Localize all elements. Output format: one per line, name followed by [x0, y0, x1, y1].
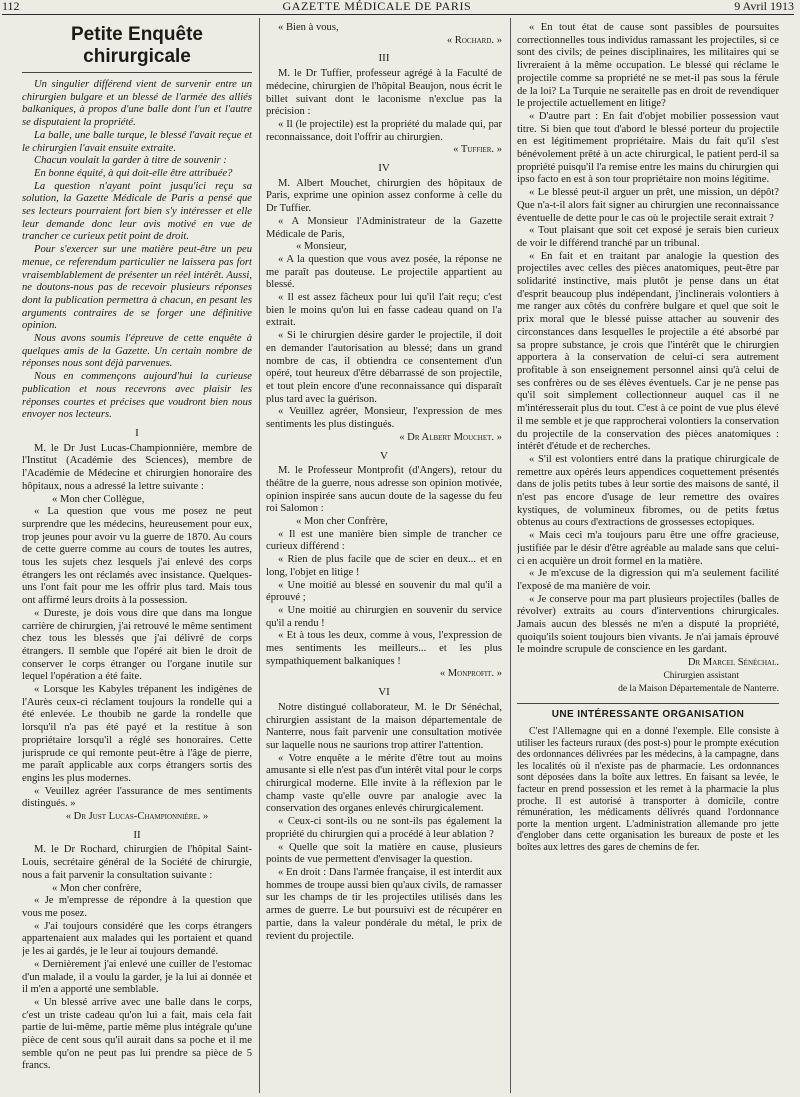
letter-paragraph: « A la question que vous avez posée, la réponse ne me paraît pas douteuse. Le projectile appartient au blessé. — [266, 253, 502, 291]
letter-paragraph: « J'ai toujours considéré que les corps étrangers appartenaient aux malades qui les portaient et quand je les ai gardés, je le leur ai toujours demandé. — [22, 920, 252, 958]
section-intro: M. le Dr Just Lucas-Championnière, membre de l'Institut (Académie des Sciences), membre de l'Académie de Médecine et chirurgien honoraire des hôpitaux, nous a adressé la lettre suivante : — [22, 442, 252, 492]
article-title: Petite Enquête chirurgicale — [22, 24, 252, 73]
intro-paragraph: Pour s'exercer sur une matière peut-être un peu menue, ce referendum particulier ne laissera pas fort vraisemblablement de présenter un réel intérêt. Aussi, ne doutons-nous pas de recevoir plusieurs réponses dont la publication permettra à chacun, en pesant les arguments contraires de se forger une définitive opinion. — [22, 244, 252, 332]
section-number: IV — [378, 162, 390, 175]
letter-paragraph: « Il est assez fâcheux pour lui qu'il l'ait reçu; c'est bien le moins qu'on lui en fasse cadeau quand on l'a extrait. — [266, 292, 502, 329]
author-affiliation: de la Maison Départementale de Nanterre. — [618, 683, 779, 694]
page-header — [2, 0, 794, 14]
intro-paragraph: Un singulier différend vient de survenir entre un chirurgien bulgare et un blessé de l'armée des alliés balkaniques, à propos d'une balle dont l'un et l'autre se disputaient la propriété. — [22, 79, 252, 129]
letter-paragraph: « Mais ceci m'a toujours paru être une offre gracieuse, justifiée par le désir d'être agréable au malade sans que celui-ci en acquière un droit formel en la matière. — [517, 530, 779, 567]
page-number: 112 — [2, 0, 20, 13]
section-number: III — [378, 52, 390, 65]
letter-paragraph: « Quelle que soit la matière en cause, plusieurs points de vue permettent d'envisager la question. — [266, 841, 502, 866]
letter-address: « A Monsieur l'Administrateur de la Gazette Médicale de Paris, — [266, 215, 502, 240]
author-role: Chirurgien assistant — [663, 670, 739, 681]
article-intro — [22, 79, 252, 422]
letter-paragraph: « La question que vous me posez ne peut surprendre que les médecins, heureusement pour eux, trop jeunes pour avoir vu la guerre de 1870. Au cours de cette guerre comme au cours de toutes les autres, tous les sujets chez lesquels j'ai enlevé des corps étrangers les ont réclamés avec insistance. Quelques-uns l'ont fait pour me les offrir plus tard. Mais tous ont affirmé leurs droits à la possession. — [22, 506, 252, 607]
letter-signature: « Rochard. » — [446, 34, 502, 46]
letter-greeting: « Monsieur, — [296, 241, 347, 253]
letter-paragraph: « Une moitié au blessé en souvenir du mal qu'il a éprouvé ; — [266, 579, 502, 604]
letter-paragraph: « Un blessé arrive avec une balle dans le corps, c'est un triste cadeau qu'on lui a fait, mais cela fait partie de lui-même, partie même plus intégrale qu'une pièce de cent sous qu'il aurait dans sa poche et il me semble qu'on ne peut pas lui prendre sa pièce de 5 francs. — [22, 996, 252, 1072]
organisation-text: C'est l'Allemagne qui en a donné l'exemple. Elle consiste à utiliser les facteurs ruraux (des post-s) pour le prompte exécution des ordonnances délivrées par les médecins, à la campagne, dans les localités où il n'existe pas de pharmacie. Les ordonnances sont déposées dans la boîte aux lettres. En faisant sa levée, le facteur en prend possession et les remet à la pharmacie la plus proche. Il est autorisé à transporter à domicile, contre rémunération, les médicaments délivrés quand l'ordonnance porte la mention urgent. L'administration allemande pro jette d'englober dans cette organisation les bureaux de poste et les boîtes aux lettres des gares de chemins de fer. — [517, 725, 779, 853]
section-intro: M. le Dr Tuffier, professeur agrégé à la Faculté de médecine, chirurgien de l'hôpital Beaujon, nous écrit le billet suivant dont le laconisme n'exclue pas la précision : — [266, 68, 502, 118]
intro-paragraph: La question n'ayant point jusqu'ici reçu sa solution, la Gazette Médicale de Paris a pensé que ses lecteurs pourraient fort bien s'y intéresser et elle leur demande donc leur avis motivé en vue de trancher ce curieux petit point de droit. — [22, 180, 252, 243]
intro-paragraph: Chacun voulait la garder à titre de souvenir : — [34, 155, 227, 167]
letter-paragraph: « S'il est volontiers entré dans la pratique chirurgicale de remettre aux opérés leurs appendices coquettement présentés dans de jolis petits tubes à leur sortie des maisons de santé, il n'est pas encore d'usage de leur remettre des ovaires kystiques, de volumineux fibromes, ou de petits fœtus obtenus au cours d'extractions de grossesses ectopiques. — [517, 453, 779, 529]
journal-title: GAZETTE MÉDICALE DE PARIS — [282, 0, 472, 13]
letter-paragraph: « En fait et en traitant par analogie la question des projectiles avec celles des pièces anatomiques, peut-être par solidarité instinctive, mais plutôt je pense dans un état d'esprit beaucoup plus indépendant, j'inclinerais volontiers à me ranger aux côtés du confrère bulgare et quel que soit le prix moral que le blessé puisse attacher au souvenir des circonstances dans lesquelles le projectile a été absorbé par sa propre substance, je crois que l'intérêt que le chirurgien apportera à la conservation de celui-ci sera autrement profitable à son enseignement personnel ainsi qu'à celui de ses confrères ou de ses élèves éventuels. Car je ne pense pas qu'il soit simplement collectionneur auquel cas il ne m'intéresserait plus du tout. C'est à ce point de vue plus élevé il me semble et je que rapprocherai volontiers la conservation du projectile de la conservation des pièces anatomiques : intérêt d'étude et de recherches. — [517, 250, 779, 453]
intro-paragraph: La balle, une balle turque, le blessé l'avait reçue et le chirurgien l'avait ensuite extraite. — [22, 129, 252, 154]
column-2 — [266, 22, 502, 1093]
section-intro: M. le Professeur Montprofit (d'Angers), retour du théâtre de la guerre, nous adresse son opinion motivée, opinion inspirée sans aucun doute de la sagesse du feu roi Salomon : — [266, 465, 502, 515]
letter-paragraph: « Une moitié au chirurgien en souvenir du service qu'il a rendu ! — [266, 604, 502, 629]
letter-signature: « Tuffier. » — [453, 144, 502, 156]
letter-paragraph: « Je m'excuse de la digression qui m'a seulement facilité l'exposé de ma manière de voir. — [517, 568, 779, 592]
column-divider — [259, 18, 260, 1093]
section-number: I — [135, 426, 139, 439]
intro-paragraph: En bonne équité, à qui doit-elle être attribuée? — [34, 167, 233, 179]
issue-date: 9 Avril 1913 — [734, 0, 794, 13]
section-number: II — [133, 828, 141, 841]
letter-paragraph: « En tout état de cause sont passibles de poursuites correctionnelles tous individus ramassant les projectiles, si ce sont des civils; de peines disciplinaires, les militaires qui se livreraient à la même occupation. Le blessé qui réclame le projectile comme sa propriété ne se met-il pas sous la férule de la loi? La Turquie ne seraitelle pas en droit de revendiquer le projectile actuellement en litige? — [517, 22, 779, 110]
letter-paragraph: « En droit : Dans l'armée française, il est interdit aux hommes de troupe aussi bien qu'aux civils, de ramasser sur les champs de tir les projectiles utilisés dans les armes de guerre. Le but poursuivi est de récupérer en partie, dans la valeur pondérale du métal, le prix de revient du projectile. — [266, 867, 502, 942]
letter-signature: « Dr Just Lucas-Championnière. » — [65, 811, 209, 823]
letter-paragraph: « Lorsque les Kabyles trépanent les indigènes de l'Aurès ceux-ci réclament toujours la rondelle qui a été enlevée. Le thoubib ne garde la rondelle que lorsqu'il n'a pas été payé et la restitue à son propriétaire lorsqu'il a réglé ses honoraires. Cette jurisprude ce qui remonte peut-être à l'âge de pierre, me paraît applicable aux corps étrangers sortis des engins les plus modernes. — [22, 684, 252, 784]
letter-paragraph: « Bien à vous, — [278, 22, 339, 33]
author-signature: Dr Marcel Sénéchal. — [687, 657, 779, 669]
letter-paragraph: « Veuillez agréer, Monsieur, l'expression de mes sentiments les plus distingués. — [266, 406, 502, 431]
column-1 — [22, 22, 252, 1093]
section-number: V — [380, 449, 388, 462]
letter-paragraph: « Rien de plus facile que de scier en deux... et en long, l'objet en litige ! — [266, 554, 502, 578]
letter-paragraph: « Veuillez agréer l'assurance de mes sentiments distingués. » — [22, 785, 252, 810]
letter-paragraph: « D'autre part : En fait d'objet mobilier possession vaut titre. Si bien que tout d'abord le blessé porteur du projectile en est légitimement propriétaire. Mais du fait qu'il s'est bénévolement prêté à un acte chirurgical, le patient perd-il sa propriété puisqu'il l'a remise entre les mains du chirurgien qui ipso facto en est à son tour propriétaire non moins légitime. — [517, 110, 779, 186]
letter-greeting: « Mon cher Confrère, — [296, 516, 388, 528]
letter-greeting: « Mon cher confrère, — [52, 882, 142, 894]
letter-paragraph: « Il est une manière bien simple de trancher ce curieux différend : — [266, 528, 502, 553]
letter-paragraph: « Je conserve pour ma part plusieurs projectiles (balles de révolver) extraits au cours d'interventions chirurgicales. Jamais aucun des blessés ne m'en a disputé la propriété, quoiqu'ils soient toujours bien vivants. Je n'ai jamais éprouvé le moindre scrupule de conscience en les gardant. — [517, 593, 779, 656]
column-3 — [517, 22, 779, 1093]
letter-signature: « Dr Albert Mouchet. » — [399, 431, 502, 443]
letter-signature: « Monprofit. » — [439, 668, 502, 680]
letter-paragraph: « Ceux-ci sont-ils ou ne sont-ils pas également la propriété du chirurgien qui a procédé à leur ablation ? — [266, 816, 502, 840]
letter-paragraph: « Dernièrement j'ai enlevé une cuiller de l'estomac d'un malade, il a voulu la garder, je la lui ai donnée et il m'en a apporté une semblable. — [22, 958, 252, 996]
intro-paragraph: Nous en commençons aujourd'hui la curieuse publication et nous recevrons avec plaisir les réponses courtes et précises que voudront bien nous envoyer nos lecteurs. — [22, 371, 252, 421]
column-divider — [510, 18, 511, 1093]
letter-paragraph: « Dureste, je dois vous dire que dans ma longue carrière de chirurgien, j'ai retrouvé le même sentiment chez tous les blessés que j'ai délivré de corps étrangers. Il semble que l'opéré ait bien le droit de conserver le corps étranger ou l'organe inutile sur lequel l'opération a été faite. — [22, 607, 252, 683]
letter-paragraph: « Il (le projectile) est la propriété du malade qui, par reconnaissance, doit l'offrir au chirurgien. — [266, 118, 502, 143]
section-intro: M. le Dr Rochard, chirurgien de l'hôpital Saint-Louis, secrétaire général de la Société de chirurgie, nous a fait parvenir la consultation suivante : — [22, 844, 252, 881]
letter-paragraph: « Et à tous les deux, comme à vous, l'expression de mes sentiments les meilleurs... et les plus sympathiquement balkaniques ! — [266, 630, 502, 667]
letter-paragraph: « Je m'empresse de répondre à la question que vous me posez. — [22, 895, 252, 919]
letter-paragraph: « Votre enquête a le mérite d'être tout au moins amusante si elle n'est pas d'un intérêt vital pour le corps chirurgical moderne. Elle invite à la réflexion par le champ vaste qu'elle ouvre par analogie avec la conservation des organes enlevés chirurgicalement. — [266, 752, 502, 815]
intro-paragraph: Nous avons soumis l'épreuve de cette enquête à quelques amis de la Gazette. Un certain nombre de réponses nous sont déjà parvenues. — [22, 333, 252, 370]
letter-paragraph: « Le blessé peut-il arguer un prêt, une mission, un dépôt? Que n'a-t-il alors fait signer au chirurgien une reconnaissance éventuelle de dette pour le cas où le projectile serait extrait ? — [517, 187, 779, 224]
section-intro: Notre distingué collaborateur, M. le Dr Sénéchal, chirurgien assistant de la maison départementale de Nanterre, nous fait parvenir une consultation motivée sur laquelle nous ne saurions trop attirer l'attention. — [266, 701, 502, 751]
organisation-title: UNE INTÉRESSANTE ORGANISATION — [517, 703, 779, 722]
letter-paragraph: « Tout plaisant que soit cet exposé je serais bien curieux de voir le différend tranché par un tribunal. — [517, 225, 779, 249]
letter-paragraph: « Si le chirurgien désire garder le projectile, il doit en demander l'autorisation au blessé; dans un grand nombre de cas, il obtiendra ce consentement d'un opéré, tout heureux d'être débarrassé de son projectile, et tout plein encore d'une reconnaissance qui disparaît plus tard avec la guérison. — [266, 330, 502, 405]
header-rule — [2, 14, 794, 15]
section-number: VI — [378, 686, 390, 699]
letter-greeting: « Mon cher Collègue, — [52, 493, 145, 505]
section-intro: M. Albert Mouchet, chirurgien des hôpitaux de Paris, exprime une opinion assez conforme à celle du Dr Tuffier. — [266, 177, 502, 215]
